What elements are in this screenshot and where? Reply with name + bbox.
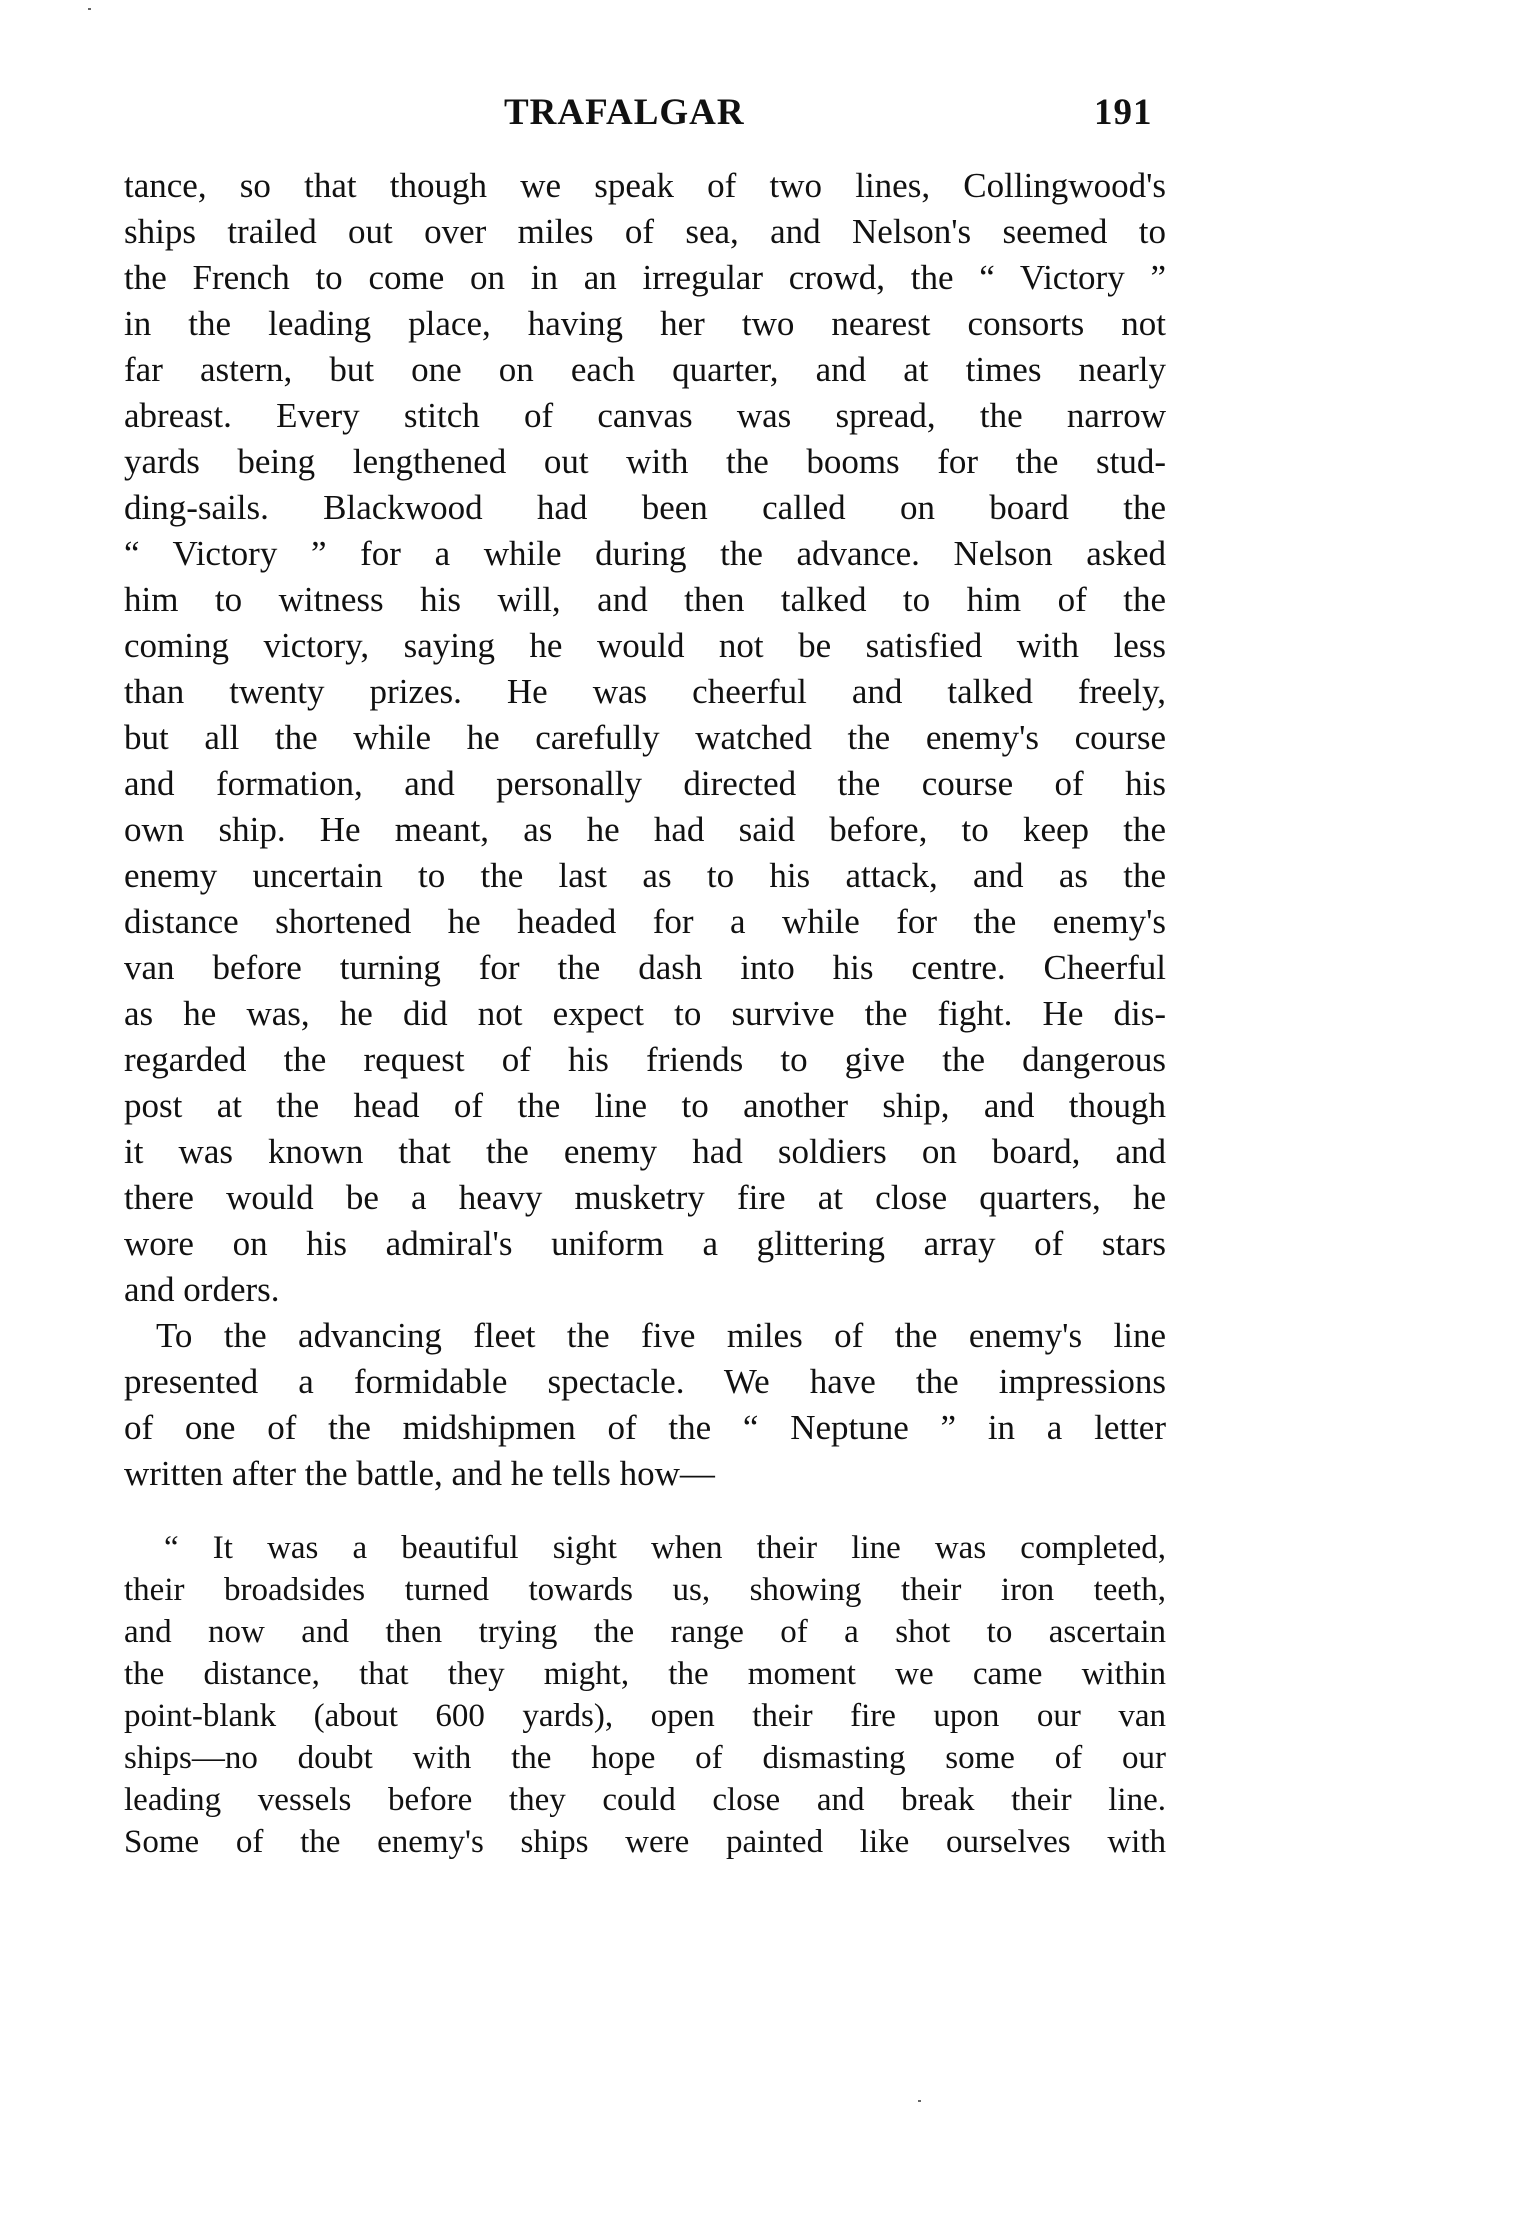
quote-line: leading vessels before they could close and break their line.	[124, 1782, 1166, 1818]
text-line: the French to come on in an irregular crowd, the “ Victory ”	[124, 258, 1166, 297]
text-line: ding-sails. Blackwood had been called on board the	[124, 488, 1166, 527]
quote-line: their broadsides turned towards us, showing their iron teeth,	[124, 1572, 1166, 1608]
text-line: presented a formidable spectacle. We have the impressions	[124, 1362, 1166, 1401]
text-line: “ Victory ” for a while during the advance. Nelson asked	[124, 534, 1166, 573]
text-line: enemy uncertain to the last as to his attack, and as the	[124, 856, 1166, 895]
quote-line: Some of the enemy's ships were painted like ourselves with	[124, 1824, 1166, 1860]
text-line: post at the head of the line to another ship, and though	[124, 1086, 1166, 1125]
scan-speck	[918, 2100, 921, 2102]
text-line: tance, so that though we speak of two lines, Collingwood's	[124, 166, 1166, 205]
text-line: far astern, but one on each quarter, and at times nearly	[124, 350, 1166, 389]
text-line: van before turning for the dash into his centre. Cheerful	[124, 948, 1166, 987]
text-line: in the leading place, having her two nearest consorts not	[124, 304, 1166, 343]
text-line: own ship. He meant, as he had said before, to keep the	[124, 810, 1166, 849]
running-head-title: TRAFALGAR	[504, 92, 745, 133]
text-line: To the advancing fleet the five miles of the enemy's line	[156, 1316, 1166, 1355]
text-line: there would be a heavy musketry fire at close quarters, he	[124, 1178, 1166, 1217]
text-line: it was known that the enemy had soldiers on board, and	[124, 1132, 1166, 1171]
text-line: and orders.	[124, 1270, 280, 1309]
text-line: him to witness his will, and then talked to him of the	[124, 580, 1166, 619]
quote-line: “ It was a beautiful sight when their line was completed,	[164, 1530, 1166, 1566]
text-line: and formation, and personally directed the course of his	[124, 764, 1166, 803]
text-line: ships trailed out over miles of sea, and Nelson's seemed to	[124, 212, 1166, 251]
page-number: 191	[1094, 92, 1153, 133]
text-line: coming victory, saying he would not be satisfied with less	[124, 626, 1166, 665]
text-line: yards being lengthened out with the booms for the stud-	[124, 442, 1166, 481]
scan-speck	[88, 8, 91, 10]
quote-line: and now and then trying the range of a shot to ascertain	[124, 1614, 1166, 1650]
text-line: regarded the request of his friends to give the dangerous	[124, 1040, 1166, 1079]
text-line: of one of the midshipmen of the “ Neptune ” in a letter	[124, 1408, 1166, 1447]
text-line: as he was, he did not expect to survive the fight. He dis-	[124, 994, 1166, 1033]
text-line: written after the battle, and he tells how—	[124, 1454, 715, 1493]
quote-line: ships—no doubt with the hope of dismasting some of our	[124, 1740, 1166, 1776]
text-line: abreast. Every stitch of canvas was spread, the narrow	[124, 396, 1166, 435]
quote-line: the distance, that they might, the moment we came within	[124, 1656, 1166, 1692]
quote-line: point-blank (about 600 yards), open their fire upon our van	[124, 1698, 1166, 1734]
text-line: distance shortened he headed for a while for the enemy's	[124, 902, 1166, 941]
text-line: than twenty prizes. He was cheerful and talked freely,	[124, 672, 1166, 711]
text-line: but all the while he carefully watched the enemy's course	[124, 718, 1166, 757]
text-line: wore on his admiral's uniform a glittering array of stars	[124, 1224, 1166, 1263]
